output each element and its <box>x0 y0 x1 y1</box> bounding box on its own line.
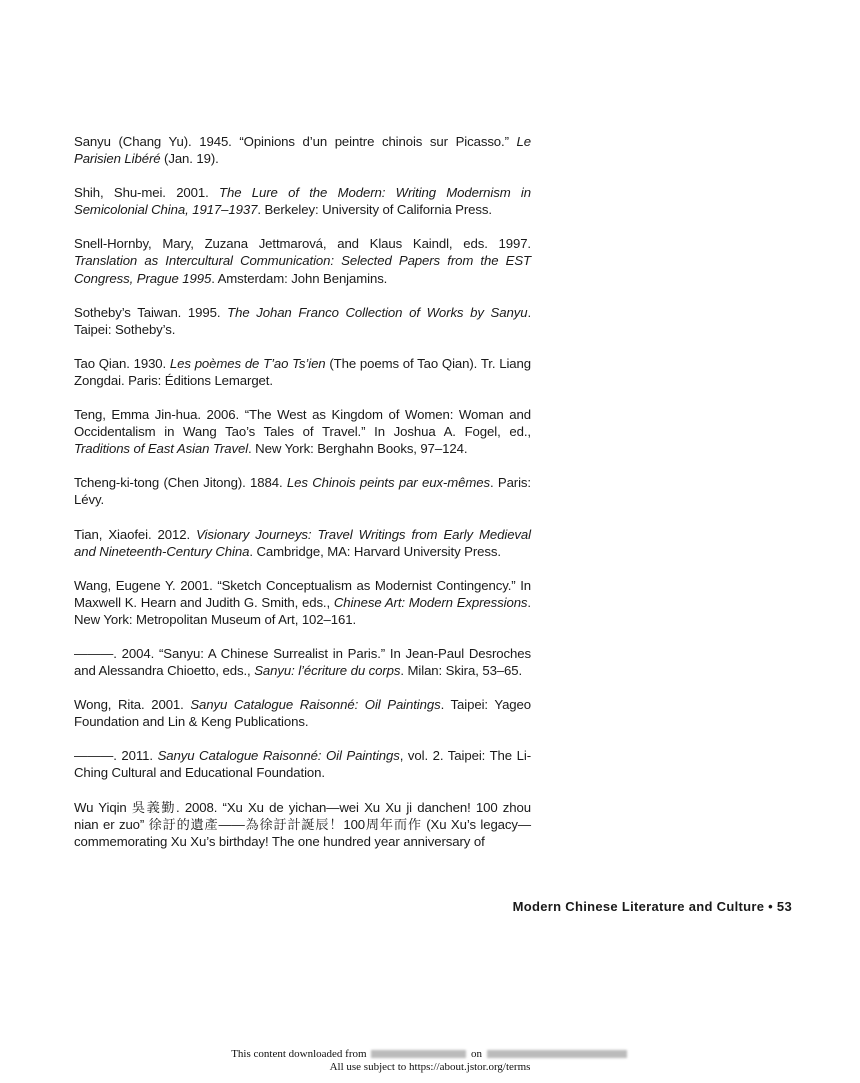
reference-text: ———. 2011. <box>74 748 158 764</box>
reference-title: Translation as Intercultural Communication: Selected Papers from the EST Congress, Prague 1995 <box>74 253 531 286</box>
reference-text: . New York: Metropolitan Museum of Art, 102–161. <box>74 594 531 627</box>
reference-text: Wong, Rita. 2001. <box>74 697 191 713</box>
download-on: on <box>471 1048 483 1060</box>
redacted-timestamp <box>487 1050 627 1058</box>
reference-entry <box>74 184 531 218</box>
reference-title: The Johan Franco Collection of Works by Sanyu <box>227 304 528 320</box>
reference-text: Wu Yiqin 吳義勤. 2008. “Xu Xu de yichan—wei Xu Xu ji danchen! 100 zhou nian er zuo” 徐訏的遺產——為徐訏計誕辰！100周年而作 (Xu Xu’s legacy—commemorating Xu Xu’s birthday! The one hundred year anniversary of <box>74 799 531 849</box>
reference-text: . Milan: Skira, 53–65. <box>400 663 523 679</box>
reference-entry <box>74 577 531 628</box>
download-prefix: This content downloaded from <box>231 1048 367 1060</box>
reference-text: Shih, Shu-mei. 2001. <box>74 185 220 201</box>
running-footer: Modern Chinese Literature and Culture • 53 <box>512 899 792 914</box>
reference-text: (Jan. 19). <box>160 151 219 167</box>
reference-text: . Taipei: Yageo Foundation and Lin & Keng Publications. <box>74 697 532 730</box>
reference-entry <box>74 696 531 730</box>
reference-title: Les poèmes de T’ao Ts’ien <box>169 355 326 371</box>
reference-entry <box>74 304 531 338</box>
reference-text: . Paris: Lévy. <box>74 475 531 508</box>
reference-entry <box>74 474 531 508</box>
reference-text: Sanyu (Chang Yu). 1945. “Opinions d’un peintre chinois sur Picasso.” <box>74 134 517 149</box>
reference-text: . Amsterdam: John Benjamins. <box>211 270 388 286</box>
reference-text: ———. 2004. “Sanyu: A Chinese Surrealist in Paris.” In Jean-Paul Desroches and Alessandra Chioetto, eds., <box>74 645 531 679</box>
reference-entry <box>74 235 531 286</box>
download-line <box>0 1048 860 1061</box>
reference-entry <box>74 355 531 389</box>
reference-entry <box>74 645 531 679</box>
reference-text: . Cambridge, MA: Harvard University Press. <box>249 543 501 559</box>
reference-text: (The poems of Tao Qian). Tr. Liang Zongdai. Paris: Éditions Lemarget. <box>74 355 531 388</box>
reference-text: Teng, Emma Jin-hua. 2006. “The West as Kingdom of Women: Woman and Occidentalism in Wang Tao’s Tales of Travel.” In Joshua A. Fogel, ed., <box>74 407 531 440</box>
reference-title: The Lure of the Modern: Writing Modernism in Semicolonial China, 1917–1937 <box>74 185 531 218</box>
reference-title: Chinese Art: Modern Expressions <box>333 594 528 610</box>
reference-title: Les Chinois peints par eux-mêmes <box>286 475 490 491</box>
jstor-download-notice <box>0 1048 860 1073</box>
reference-entry <box>74 133 531 167</box>
reference-title: Visionary Journeys: Travel Writings from Early Medieval and Nineteenth-Century China <box>74 526 531 559</box>
reference-title: Le Parisien Libéré <box>74 134 531 167</box>
reference-title: Traditions of East Asian Travel <box>74 441 249 457</box>
reference-text: Snell-Hornby, Mary, Zuzana Jettmarová, and Klaus Kaindl, eds. 1997. <box>74 236 531 252</box>
reference-text: Wang, Eugene Y. 2001. “Sketch Conceptualism as Modernist Contingency.” In Maxwell K. Hearn and Judith G. Smith, eds., <box>74 577 531 610</box>
reference-text: Tao Qian. 1930. <box>74 355 170 371</box>
reference-text: . Taipei: Sotheby’s. <box>74 304 532 337</box>
terms-line: All use subject to https://about.jstor.org/terms <box>329 1060 531 1073</box>
reference-text: Tian, Xiaofei. 2012. <box>74 526 197 542</box>
reference-entry <box>74 747 531 781</box>
reference-text: . Berkeley: University of California Press. <box>257 202 492 218</box>
reference-text: , vol. 2. Taipei: The Li-Ching Cultural and Educational Foundation. <box>74 748 531 781</box>
redacted-ip <box>371 1050 466 1058</box>
reference-entry <box>74 799 531 850</box>
reference-entry <box>74 406 531 457</box>
reference-title: Sanyu Catalogue Raisonné: Oil Paintings <box>190 697 441 713</box>
reference-title: Sanyu Catalogue Raisonné: Oil Paintings <box>157 748 400 764</box>
reference-entry <box>74 526 531 560</box>
reference-text: Sotheby’s Taiwan. 1995. <box>74 304 228 320</box>
reference-text: . New York: Berghahn Books, 97–124. <box>248 441 468 457</box>
reference-title: Sanyu: l’écriture du corps <box>254 663 401 679</box>
reference-list <box>74 133 531 867</box>
reference-text: Tcheng-ki-tong (Chen Jitong). 1884. <box>74 475 287 491</box>
